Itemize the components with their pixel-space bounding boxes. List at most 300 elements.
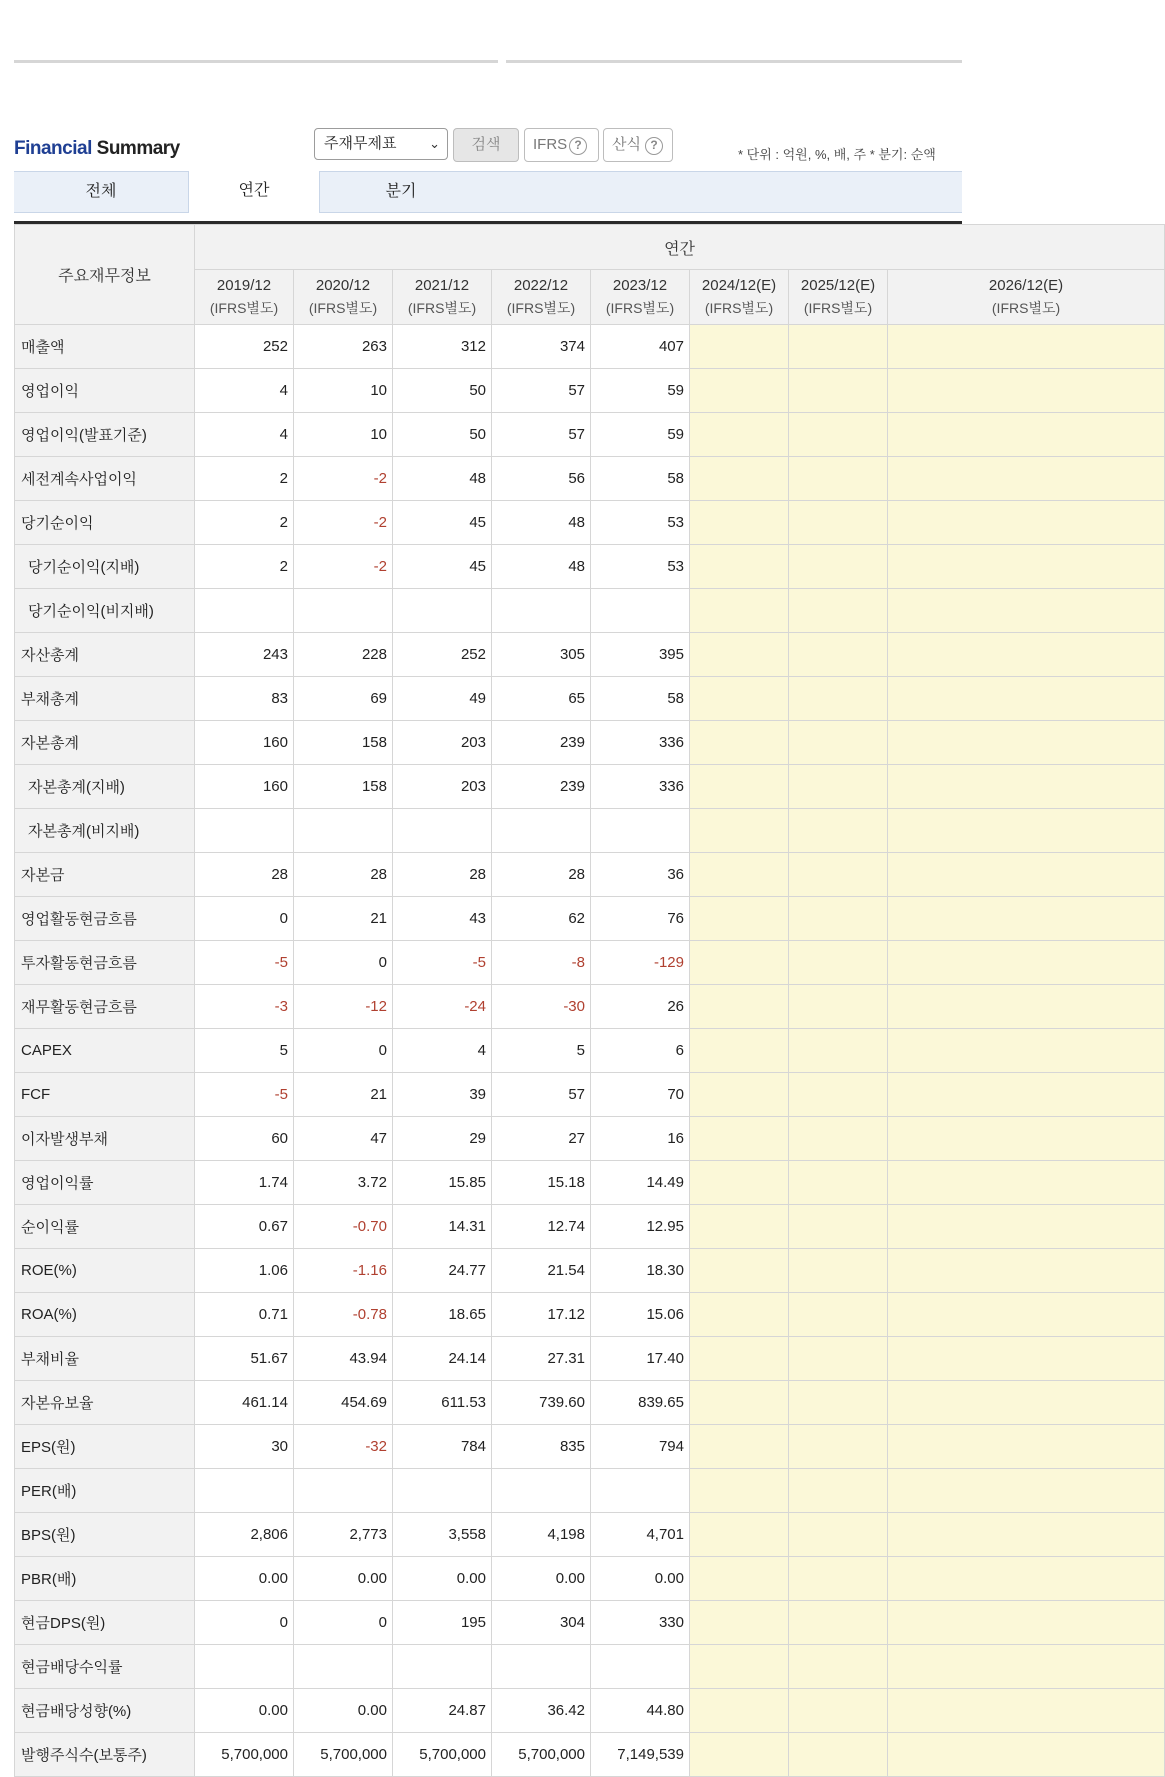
- column-basis: (IFRS별도): [605, 300, 675, 316]
- table-cell: 27: [492, 1117, 591, 1161]
- table-cell: [294, 589, 393, 633]
- table-cell: [492, 1645, 591, 1689]
- table-cell: [294, 1645, 393, 1689]
- table-cell: 0: [294, 1029, 393, 1073]
- estimate-cell: [789, 1249, 888, 1293]
- table-cell: 24.14: [393, 1337, 492, 1381]
- table-cell: 160: [195, 765, 294, 809]
- table-row: [15, 897, 1165, 941]
- table-row: [15, 677, 1165, 721]
- table-row: [15, 1117, 1165, 1161]
- estimate-cell: [888, 325, 1165, 369]
- column-basis: (IFRS별도): [308, 300, 378, 316]
- table-row: [15, 589, 1165, 633]
- row-label: EPS(원): [15, 1425, 195, 1469]
- table-row: [15, 501, 1165, 545]
- row-label: FCF: [15, 1073, 195, 1117]
- statement-type-value: 주재무제표: [324, 135, 397, 152]
- table-cell: 53: [591, 545, 690, 589]
- estimate-cell: [888, 1425, 1165, 1469]
- table-cell: 62: [492, 897, 591, 941]
- table-cell: 454.69: [294, 1381, 393, 1425]
- table-row: [15, 1029, 1165, 1073]
- row-label: BPS(원): [15, 1513, 195, 1557]
- estimate-cell: [690, 1733, 789, 1777]
- row-label: 매출액: [15, 325, 195, 369]
- table-cell: 30: [195, 1425, 294, 1469]
- estimate-cell: [690, 1469, 789, 1513]
- period-tabs: [14, 171, 962, 213]
- row-label: 자본유보율: [15, 1381, 195, 1425]
- table-cell: 5: [195, 1029, 294, 1073]
- estimate-cell: [690, 457, 789, 501]
- estimate-cell: [888, 1601, 1165, 1645]
- column-header-3: [492, 270, 591, 325]
- estimate-cell: [789, 1073, 888, 1117]
- row-label: 영업이익률: [15, 1161, 195, 1205]
- row-label: 투자활동현금흐름: [15, 941, 195, 985]
- table-row: [15, 1689, 1165, 1733]
- table-row: [15, 1733, 1165, 1777]
- table-cell: 203: [393, 721, 492, 765]
- table-row: [15, 985, 1165, 1029]
- row-label: ROA(%): [15, 1293, 195, 1337]
- row-label: 당기순이익: [15, 501, 195, 545]
- estimate-cell: [789, 1469, 888, 1513]
- table-cell: 18.30: [591, 1249, 690, 1293]
- column-header-4: [591, 270, 690, 325]
- column-period: 2021/12: [414, 277, 470, 294]
- table-cell: 57: [492, 413, 591, 457]
- row-label: 부채비율: [15, 1337, 195, 1381]
- estimate-cell: [789, 1733, 888, 1777]
- table-cell: 2,773: [294, 1513, 393, 1557]
- table-cell: [393, 1645, 492, 1689]
- table-row: [15, 1161, 1165, 1205]
- table-row: [15, 1381, 1165, 1425]
- table-cell: 26: [591, 985, 690, 1029]
- table-cell: [195, 809, 294, 853]
- table-cell: [591, 809, 690, 853]
- estimate-cell: [690, 1337, 789, 1381]
- row-label: 부채총계: [15, 677, 195, 721]
- estimate-cell: [789, 1117, 888, 1161]
- table-cell: 58: [591, 457, 690, 501]
- estimate-cell: [690, 765, 789, 809]
- table-cell: 51.67: [195, 1337, 294, 1381]
- table-cell: 58: [591, 677, 690, 721]
- row-label: 자본총계: [15, 721, 195, 765]
- estimate-cell: [888, 1029, 1165, 1073]
- table-cell: 56: [492, 457, 591, 501]
- estimate-cell: [690, 853, 789, 897]
- table-row: [15, 1601, 1165, 1645]
- table-cell: -2: [294, 457, 393, 501]
- table-cell: 611.53: [393, 1381, 492, 1425]
- estimate-cell: [789, 765, 888, 809]
- estimate-cell: [888, 1381, 1165, 1425]
- table-row: [15, 1337, 1165, 1381]
- table-cell: 15.06: [591, 1293, 690, 1337]
- table-cell: 28: [195, 853, 294, 897]
- row-label: 영업이익: [15, 369, 195, 413]
- table-cell: 60: [195, 1117, 294, 1161]
- table-cell: -5: [393, 941, 492, 985]
- table-row: [15, 1645, 1165, 1689]
- table-cell: 27.31: [492, 1337, 591, 1381]
- column-basis: (IFRS별도): [407, 300, 477, 316]
- table-row: [15, 413, 1165, 457]
- estimate-cell: [888, 721, 1165, 765]
- row-label: 영업이익(발표기준): [15, 413, 195, 457]
- estimate-cell: [690, 985, 789, 1029]
- ifrs-help-button[interactable]: [524, 128, 599, 162]
- estimate-cell: [888, 633, 1165, 677]
- row-label: 영업활동현금흐름: [15, 897, 195, 941]
- table-cell: -5: [195, 941, 294, 985]
- table-cell: 239: [492, 721, 591, 765]
- estimate-cell: [888, 413, 1165, 457]
- table-cell: 312: [393, 325, 492, 369]
- table-cell: [393, 589, 492, 633]
- table-cell: 2: [195, 501, 294, 545]
- table-cell: 395: [591, 633, 690, 677]
- table-cell: 70: [591, 1073, 690, 1117]
- table-cell: 47: [294, 1117, 393, 1161]
- column-basis: (IFRS별도): [506, 300, 576, 316]
- formula-help-button[interactable]: [603, 128, 673, 162]
- table-cell: 407: [591, 325, 690, 369]
- table-cell: 203: [393, 765, 492, 809]
- table-cell: 17.12: [492, 1293, 591, 1337]
- estimate-cell: [690, 1249, 789, 1293]
- estimate-cell: [888, 1645, 1165, 1689]
- table-cell: 4: [195, 413, 294, 457]
- table-cell: -12: [294, 985, 393, 1029]
- table-cell: [492, 589, 591, 633]
- estimate-cell: [888, 369, 1165, 413]
- column-period: 2025/12(E): [800, 277, 876, 294]
- column-header-2: [393, 270, 492, 325]
- estimate-cell: [789, 1293, 888, 1337]
- ifrs-label: IFRS: [533, 136, 568, 153]
- row-label: CAPEX: [15, 1029, 195, 1073]
- estimate-cell: [888, 677, 1165, 721]
- page-title-part1: Financial: [14, 138, 92, 159]
- row-label: PBR(배): [15, 1557, 195, 1601]
- search-button[interactable]: 검색: [453, 128, 519, 162]
- estimate-cell: [888, 589, 1165, 633]
- top-divider-left: [14, 60, 498, 63]
- row-label: 자본금: [15, 853, 195, 897]
- table-cell: 21: [294, 1073, 393, 1117]
- tab-annual[interactable]: 연간: [188, 171, 320, 213]
- estimate-cell: [690, 1029, 789, 1073]
- table-cell: 5,700,000: [492, 1733, 591, 1777]
- estimate-cell: [789, 1689, 888, 1733]
- table-cell: 69: [294, 677, 393, 721]
- column-header-7: [888, 270, 1165, 325]
- table-row: [15, 1205, 1165, 1249]
- financial-summary-table-container: [14, 221, 1064, 1776]
- estimate-cell: [888, 765, 1165, 809]
- table-cell: 43.94: [294, 1337, 393, 1381]
- table-cell: -2: [294, 501, 393, 545]
- table-cell: 0.00: [591, 1557, 690, 1601]
- table-cell: 0: [195, 1601, 294, 1645]
- estimate-cell: [888, 897, 1165, 941]
- row-label: 세전계속사업이익: [15, 457, 195, 501]
- table-cell: 28: [393, 853, 492, 897]
- estimate-cell: [789, 1601, 888, 1645]
- table-cell: 57: [492, 1073, 591, 1117]
- estimate-cell: [690, 1073, 789, 1117]
- table-cell: 739.60: [492, 1381, 591, 1425]
- table-cell: 839.65: [591, 1381, 690, 1425]
- tab-all[interactable]: 전체: [85, 183, 117, 200]
- table-row: [15, 1249, 1165, 1293]
- table-cell: 3,558: [393, 1513, 492, 1557]
- table-cell: 4,198: [492, 1513, 591, 1557]
- table-cell: 21: [294, 897, 393, 941]
- table-cell: 29: [393, 1117, 492, 1161]
- estimate-cell: [690, 325, 789, 369]
- table-cell: 24.77: [393, 1249, 492, 1293]
- estimate-cell: [888, 985, 1165, 1029]
- estimate-cell: [789, 985, 888, 1029]
- table-cell: 305: [492, 633, 591, 677]
- estimate-cell: [789, 1337, 888, 1381]
- table-cell: 794: [591, 1425, 690, 1469]
- table-cell: 1.06: [195, 1249, 294, 1293]
- table-cell: [195, 1645, 294, 1689]
- table-cell: 158: [294, 721, 393, 765]
- table-cell: 39: [393, 1073, 492, 1117]
- statement-type-select[interactable]: [314, 128, 448, 160]
- estimate-cell: [690, 589, 789, 633]
- table-cell: [195, 1469, 294, 1513]
- table-cell: 50: [393, 413, 492, 457]
- top-divider-right: [506, 60, 962, 63]
- table-cell: [294, 809, 393, 853]
- row-label: 자산총계: [15, 633, 195, 677]
- table-cell: 336: [591, 721, 690, 765]
- table-cell: 14.49: [591, 1161, 690, 1205]
- table-cell: 228: [294, 633, 393, 677]
- table-cell: 45: [393, 545, 492, 589]
- row-label: 당기순이익(비지배): [15, 589, 195, 633]
- table-cell: 12.95: [591, 1205, 690, 1249]
- table-cell: 44.80: [591, 1689, 690, 1733]
- table-cell: 28: [492, 853, 591, 897]
- estimate-cell: [888, 501, 1165, 545]
- estimate-cell: [690, 1117, 789, 1161]
- estimate-cell: [789, 809, 888, 853]
- table-cell: 835: [492, 1425, 591, 1469]
- estimate-cell: [789, 457, 888, 501]
- table-cell: -2: [294, 545, 393, 589]
- table-cell: 0.00: [195, 1557, 294, 1601]
- column-period: 2019/12: [216, 277, 272, 294]
- table-cell: 160: [195, 721, 294, 765]
- estimate-cell: [690, 1293, 789, 1337]
- estimate-cell: [888, 1073, 1165, 1117]
- estimate-cell: [888, 1513, 1165, 1557]
- column-period: 2024/12(E): [701, 277, 777, 294]
- table-cell: 0.00: [195, 1689, 294, 1733]
- table-row: [15, 1073, 1165, 1117]
- estimate-cell: [690, 369, 789, 413]
- column-period: 2026/12(E): [988, 277, 1064, 294]
- table-cell: 48: [393, 457, 492, 501]
- table-cell: 36: [591, 853, 690, 897]
- row-label: 발행주식수(보통주): [15, 1733, 195, 1777]
- table-cell: 5,700,000: [393, 1733, 492, 1777]
- column-header-0: [195, 270, 294, 325]
- estimate-cell: [888, 1205, 1165, 1249]
- table-cell: 3.72: [294, 1161, 393, 1205]
- estimate-cell: [789, 721, 888, 765]
- table-row: [15, 633, 1165, 677]
- table-row: [15, 809, 1165, 853]
- estimate-cell: [789, 413, 888, 457]
- table-cell: 0.00: [294, 1557, 393, 1601]
- table-cell: 43: [393, 897, 492, 941]
- estimate-cell: [888, 545, 1165, 589]
- column-basis: (IFRS별도): [991, 300, 1061, 316]
- table-cell: 252: [393, 633, 492, 677]
- estimate-cell: [888, 457, 1165, 501]
- estimate-cell: [789, 1161, 888, 1205]
- table-cell: 21.54: [492, 1249, 591, 1293]
- table-cell: 1.74: [195, 1161, 294, 1205]
- table-cell: 59: [591, 369, 690, 413]
- column-basis: (IFRS별도): [803, 300, 873, 316]
- table-cell: 2: [195, 545, 294, 589]
- estimate-cell: [789, 941, 888, 985]
- estimate-cell: [789, 633, 888, 677]
- estimate-cell: [690, 941, 789, 985]
- table-cell: 76: [591, 897, 690, 941]
- column-period: 2020/12: [315, 277, 371, 294]
- estimate-cell: [888, 1689, 1165, 1733]
- row-label: 현금배당성향(%): [15, 1689, 195, 1733]
- tab-quarterly[interactable]: 분기: [385, 183, 417, 200]
- table-cell: 18.65: [393, 1293, 492, 1337]
- row-label: 이자발생부채: [15, 1117, 195, 1161]
- table-cell: [393, 1469, 492, 1513]
- estimate-cell: [690, 1205, 789, 1249]
- table-cell: 59: [591, 413, 690, 457]
- table-row: [15, 941, 1165, 985]
- estimate-cell: [888, 1733, 1165, 1777]
- column-period: 2022/12: [513, 277, 569, 294]
- table-row: [15, 1513, 1165, 1557]
- estimate-cell: [789, 1381, 888, 1425]
- table-cell: 4: [393, 1029, 492, 1073]
- table-cell: 49: [393, 677, 492, 721]
- estimate-cell: [888, 1117, 1165, 1161]
- estimate-cell: [690, 809, 789, 853]
- estimate-cell: [789, 1029, 888, 1073]
- estimate-cell: [789, 1205, 888, 1249]
- table-cell: 0.00: [492, 1557, 591, 1601]
- table-cell: 53: [591, 501, 690, 545]
- table-cell: 12.74: [492, 1205, 591, 1249]
- row-label: 자본총계(비지배): [15, 809, 195, 853]
- table-cell: -0.78: [294, 1293, 393, 1337]
- estimate-cell: [789, 501, 888, 545]
- table-cell: 2: [195, 457, 294, 501]
- table-row: [15, 325, 1165, 369]
- table-cell: 195: [393, 1601, 492, 1645]
- table-cell: 5,700,000: [294, 1733, 393, 1777]
- table-row: [15, 545, 1165, 589]
- table-cell: -5: [195, 1073, 294, 1117]
- table-row: [15, 1469, 1165, 1513]
- table-row: [15, 765, 1165, 809]
- table-cell: [591, 589, 690, 633]
- estimate-cell: [789, 897, 888, 941]
- table-row: [15, 721, 1165, 765]
- help-icon: ?: [645, 137, 663, 155]
- estimate-cell: [789, 325, 888, 369]
- estimate-cell: [888, 809, 1165, 853]
- table-cell: [294, 1469, 393, 1513]
- table-cell: 374: [492, 325, 591, 369]
- estimate-cell: [789, 1425, 888, 1469]
- column-header-1: [294, 270, 393, 325]
- row-header: 주요재무정보: [15, 225, 195, 325]
- table-cell: 239: [492, 765, 591, 809]
- row-label: 현금배당수익률: [15, 1645, 195, 1689]
- table-cell: 336: [591, 765, 690, 809]
- estimate-cell: [690, 1557, 789, 1601]
- estimate-cell: [888, 1161, 1165, 1205]
- table-cell: 5,700,000: [195, 1733, 294, 1777]
- estimate-cell: [888, 1557, 1165, 1601]
- group-header-annual: 연간: [195, 225, 1165, 270]
- estimate-cell: [888, 1249, 1165, 1293]
- estimate-cell: [690, 1601, 789, 1645]
- table-cell: 4: [195, 369, 294, 413]
- estimate-cell: [690, 1513, 789, 1557]
- row-label: 당기순이익(지배): [15, 545, 195, 589]
- estimate-cell: [888, 853, 1165, 897]
- table-cell: 10: [294, 413, 393, 457]
- financial-summary-table: [14, 224, 1165, 1777]
- column-period: 2023/12: [612, 277, 668, 294]
- table-cell: 7,149,539: [591, 1733, 690, 1777]
- table-cell: 15.85: [393, 1161, 492, 1205]
- table-cell: -30: [492, 985, 591, 1029]
- table-cell: 252: [195, 325, 294, 369]
- table-cell: 17.40: [591, 1337, 690, 1381]
- table-cell: 83: [195, 677, 294, 721]
- table-cell: 10: [294, 369, 393, 413]
- table-cell: [393, 809, 492, 853]
- estimate-cell: [789, 677, 888, 721]
- table-cell: [591, 1645, 690, 1689]
- table-cell: 36.42: [492, 1689, 591, 1733]
- table-cell: 28: [294, 853, 393, 897]
- table-cell: 263: [294, 325, 393, 369]
- help-icon: ?: [569, 137, 587, 155]
- unit-notes: * 단위 : 억원, %, 배, 주 * 분기: 순액: [738, 147, 936, 162]
- table-cell: 15.18: [492, 1161, 591, 1205]
- table-cell: 784: [393, 1425, 492, 1469]
- row-label: PER(배): [15, 1469, 195, 1513]
